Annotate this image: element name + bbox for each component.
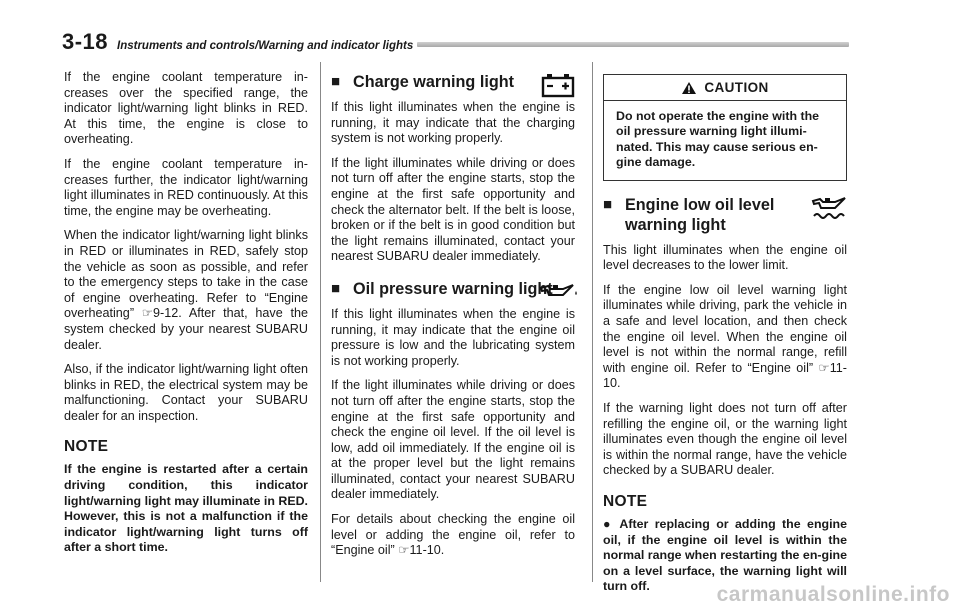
note-title: NOTE bbox=[603, 492, 648, 510]
note-title: NOTE bbox=[64, 438, 109, 456]
warning-triangle-icon bbox=[681, 81, 697, 95]
column-3 bbox=[603, 74, 847, 595]
column-divider bbox=[320, 62, 321, 582]
paragraph: For details about checking the engine oil level or adding the engine oil, refer to “Engine oil” ☞11-10. bbox=[331, 512, 575, 558]
oil-level-icon bbox=[811, 195, 851, 221]
paragraph: If the light illuminates while driving or does not turn off after the engine starts, stop the engine at the first safe opportunity and check the alternator belt. If the belt is loose, broken or if the belt is in good condition but the light remains illuminated, contact your nearest SUBARU dealer immediately. bbox=[331, 155, 575, 264]
paragraph: When the indicator light/warning light blinks in RED or illuminates in RED, safely stop the vehicle as soon as possible, and refer to the emergency steps to take in the case of engine overheating. Refer to “Engine overheating” ☞9-12. After that, have the system checked by your nearest SUBARU dealer. bbox=[64, 228, 308, 352]
paragraph: Also, if the indicator light/warning light often blinks in RED, the electrical system may be malfunctioning. Contact your SUBARU dealer for an inspection. bbox=[64, 362, 308, 423]
low-oil-level-heading bbox=[603, 195, 847, 235]
paragraph: If the engine coolant temperature in-creases over the specified range, the indicator light/warning light blinks in RED. At this time, the engine is close to overheating. bbox=[64, 70, 308, 147]
paragraph: If the engine low oil level warning light illuminates while driving, park the vehicle in a safe and level location, and then check the engine oil level. When the engine oil level is not within the normal range, refill with engine oil. Refer to “Engine oil” ☞11-10. bbox=[603, 282, 847, 391]
section-title: Instruments and controls/Warning and indicator lights bbox=[117, 40, 414, 52]
heading-text: Engine low oil level warning light bbox=[625, 195, 775, 234]
page-header bbox=[62, 29, 850, 54]
paragraph: If this light illuminates when the engine is running, it may indicate that the charging system is not working properly. bbox=[331, 100, 575, 146]
charge-warning-heading bbox=[331, 72, 575, 92]
square-bullet-icon: ■ bbox=[603, 195, 613, 213]
oil-pressure-heading bbox=[331, 279, 575, 299]
column-2 bbox=[331, 68, 575, 568]
caution-header bbox=[604, 75, 846, 101]
paragraph: If the light illuminates while driving or does not turn off after the engine starts, stop the engine at the first safe opportunity and check the engine oil level. If the oil level is low, add oil immediately. If the engine oil is at the proper level but the light remains illuminated, contact your nearest SUBARU dealer immediately. bbox=[331, 378, 575, 502]
square-bullet-icon: ■ bbox=[331, 73, 341, 90]
watermark: carmanualsonline.info bbox=[716, 583, 950, 606]
heading-text: Charge warning light bbox=[353, 73, 514, 91]
oil-can-icon bbox=[539, 281, 579, 299]
caution-label: CAUTION bbox=[704, 80, 769, 95]
header-bar bbox=[417, 42, 849, 47]
heading-text: Oil pressure warning light bbox=[353, 279, 553, 298]
paragraph: If the warning light does not turn off after refilling the engine oil, or the warning light illuminates even though the engine oil level is within the normal range, have the vehicle checked by a SUBARU dealer. bbox=[603, 400, 847, 478]
page-number: 3-18 bbox=[62, 29, 109, 54]
note-body: If the engine is restarted after a certain driving condition, this indicator light/warning light may illuminate in RED. However, this is not a malfunction if the indicator light/warning light turns off after a short time. bbox=[64, 462, 308, 555]
column-divider bbox=[592, 62, 593, 582]
note-body: ● After replacing or adding the engine oil, if the engine oil level is within the normal range when restarting the en-gine on a level surface, the warning light will turn off. bbox=[603, 516, 847, 594]
paragraph: If this light illuminates when the engine is running, it may indicate that the engine oil pressure is low and the lubricating system is not working properly. bbox=[331, 306, 575, 368]
battery-icon bbox=[541, 72, 575, 98]
caution-box bbox=[603, 74, 847, 181]
square-bullet-icon: ■ bbox=[331, 279, 341, 297]
column-1 bbox=[64, 70, 308, 556]
paragraph: If the engine coolant temperature in-creases further, the indicator light/warning light illuminates in RED continuously. At this time, the engine may be overheating. bbox=[64, 156, 308, 218]
paragraph: This light illuminates when the engine oil level decreases to the lower limit. bbox=[603, 242, 847, 273]
caution-body: Do not operate the engine with the oil pressure warning light illumi-nated. This may cause serious en-gine damage. bbox=[616, 109, 820, 170]
